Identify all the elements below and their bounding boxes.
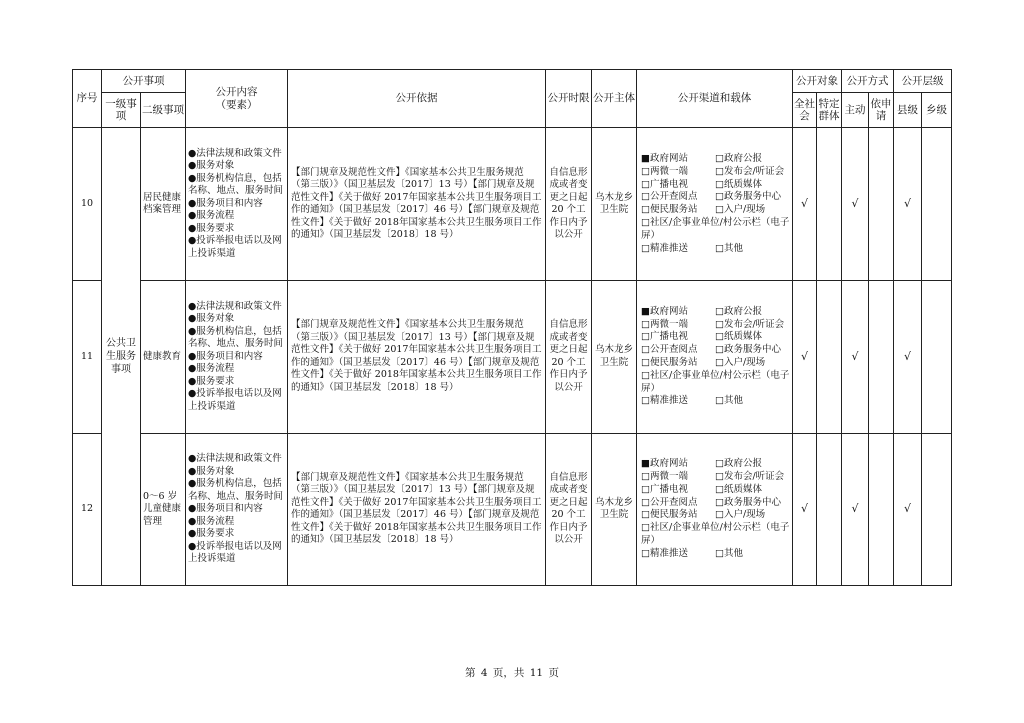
header-object-group: 公开对象 bbox=[793, 70, 842, 93]
content-item: ●服务要求 bbox=[188, 222, 235, 234]
channel-item: □公开查阅点 bbox=[641, 344, 698, 356]
header-obj-specific: 特定群体 bbox=[817, 93, 842, 128]
channel-item: □纸质媒体 bbox=[715, 331, 762, 343]
channel-item: □其他 bbox=[715, 547, 743, 559]
row-time: 自信息形成或者变更之日起 20 个工作日内予以公开 bbox=[546, 281, 592, 433]
channel-item: □入户/现场 bbox=[715, 356, 766, 368]
row-obj-all: √ bbox=[793, 281, 817, 433]
row-obj-all: √ bbox=[793, 128, 817, 281]
channel-item: □便民服务站 bbox=[641, 204, 698, 216]
content-item: ●服务机构信息，包括名称、地点、服务时间 bbox=[188, 172, 284, 197]
row-level2: 健康教育 bbox=[141, 281, 186, 433]
row-method-active: √ bbox=[842, 128, 869, 281]
row-basis: 【部门规章及规范性文件】《国家基本公共卫生服务规范（第三版）》（国卫基层发〔2017〕13 号）【部门规章及规范性文件】《关于做好 2017年国家基本公共卫生服务项目工作的通知》（国卫基层发〔2017〕46 号）【部门规章及规范性文件】《关于做好 2018年国家基本公共卫生服务项目工作的通知》（国卫基层发〔2018〕18 号） bbox=[288, 433, 546, 585]
row-level2: 0～6 岁儿童健康管理 bbox=[141, 433, 186, 585]
header-channel: 公开渠道和载体 bbox=[637, 70, 793, 128]
row-content bbox=[186, 433, 288, 585]
row-basis: 【部门规章及规范性文件】《国家基本公共卫生服务规范（第三版）》（国卫基层发〔2017〕13 号）【部门规章及规范性文件】《关于做好 2017年国家基本公共卫生服务项目工作的通知》（国卫基层发〔2017〕46 号）【部门规章及规范性文件】《关于做好 2018年国家基本公共卫生服务项目工作的通知》（国卫基层发〔2018〕18 号） bbox=[288, 128, 546, 281]
content-item: ●服务项目和内容 bbox=[188, 350, 263, 362]
content-item: ●服务流程 bbox=[188, 210, 235, 222]
content-item: ●投诉举报电话以及网上投诉渠道 bbox=[188, 235, 282, 259]
content-item: ●投诉举报电话以及网上投诉渠道 bbox=[188, 388, 282, 412]
row-subject: 乌木龙乡卫生院 bbox=[592, 433, 637, 585]
channel-item: □政务服务中心 bbox=[715, 496, 781, 508]
page-footer bbox=[0, 665, 1024, 680]
footer-total-pages: 11 bbox=[529, 667, 544, 679]
channel-list bbox=[637, 306, 792, 408]
channel-item: □政府公报 bbox=[715, 305, 762, 317]
channel-item: □两微一端 bbox=[641, 470, 688, 482]
channel-item: □广播电视 bbox=[641, 178, 688, 190]
row-level-county: √ bbox=[894, 433, 922, 585]
row-content bbox=[186, 128, 288, 281]
channel-item: □政府公报 bbox=[715, 152, 762, 164]
row-channels bbox=[637, 128, 793, 281]
row-seq: 11 bbox=[73, 281, 102, 433]
channel-item: ■政府网站 bbox=[641, 458, 688, 470]
content-item: ●法律法规和政策文件 bbox=[188, 147, 282, 159]
channel-item: □两微一端 bbox=[641, 318, 688, 330]
row-time: 自信息形成或者变更之日起 20 个工作日内予以公开 bbox=[546, 433, 592, 585]
row-method-apply bbox=[869, 128, 894, 281]
content-item: ●服务流程 bbox=[188, 363, 235, 375]
row-method-active: √ bbox=[842, 281, 869, 433]
row-level2: 居民健康档案管理 bbox=[141, 128, 186, 281]
row-subject: 乌木龙乡卫生院 bbox=[592, 128, 637, 281]
row-method-active: √ bbox=[842, 433, 869, 585]
content-item: ●法律法规和政策文件 bbox=[188, 453, 282, 465]
channel-item: □发布会/听证会 bbox=[715, 165, 785, 177]
table-row bbox=[73, 281, 952, 433]
header-content-line1: 公开内容 bbox=[215, 86, 258, 98]
content-item: ●法律法规和政策文件 bbox=[188, 300, 282, 312]
channel-list bbox=[637, 458, 792, 560]
header-time: 公开时限 bbox=[546, 70, 592, 128]
header-level-county: 县级 bbox=[894, 93, 922, 128]
header-obj-all: 全社会 bbox=[793, 93, 817, 128]
header-content-line2: （要素） bbox=[215, 98, 258, 111]
channel-item: □社区/企事业单位/村公示栏（电子屏） bbox=[641, 369, 790, 394]
channel-item: □公开查阅点 bbox=[641, 191, 698, 203]
row-content bbox=[186, 281, 288, 433]
row-obj-all: √ bbox=[793, 433, 817, 585]
header-content bbox=[186, 70, 288, 128]
channel-item: □便民服务站 bbox=[641, 356, 698, 368]
header-seq: 序号 bbox=[73, 70, 102, 128]
content-item: ●服务要求 bbox=[188, 528, 235, 540]
header-level2: 二级事项 bbox=[141, 93, 186, 128]
channel-list bbox=[637, 153, 792, 255]
table-row bbox=[73, 128, 952, 281]
header-items-group: 公开事项 bbox=[102, 70, 186, 93]
channel-item: □发布会/听证会 bbox=[715, 470, 785, 482]
row-subject: 乌木龙乡卫生院 bbox=[592, 281, 637, 433]
channel-item: ■政府网站 bbox=[641, 152, 688, 164]
channel-item: □精准推送 bbox=[641, 395, 688, 407]
content-item: ●服务流程 bbox=[188, 515, 235, 527]
row-basis: 【部门规章及规范性文件】《国家基本公共卫生服务规范（第三版）》（国卫基层发〔2017〕13 号）【部门规章及规范性文件】《关于做好 2017年国家基本公共卫生服务项目工作的通知》（国卫基层发〔2017〕46 号）【部门规章及规范性文件】《关于做好 2018年国家基本公共卫生服务项目工作的通知》（国卫基层发〔2018〕18 号） bbox=[288, 281, 546, 433]
footer-suffix: 页 bbox=[548, 667, 559, 679]
disclosure-table bbox=[72, 69, 952, 586]
row-level-town bbox=[922, 433, 952, 585]
content-item: ●服务机构信息，包括名称、地点、服务时间 bbox=[188, 478, 284, 502]
header-method-active: 主动 bbox=[842, 93, 869, 128]
channel-item: □精准推送 bbox=[641, 547, 688, 559]
channel-item: □入户/现场 bbox=[715, 509, 766, 521]
level1-item: 公共卫生服务事项 bbox=[102, 128, 141, 586]
header-level-town: 乡级 bbox=[922, 93, 952, 128]
channel-item: □政务服务中心 bbox=[715, 344, 781, 356]
row-obj-specific bbox=[817, 128, 842, 281]
channel-item: □两微一端 bbox=[641, 165, 688, 177]
footer-page-number: 4 bbox=[480, 667, 488, 679]
row-method-apply bbox=[869, 433, 894, 585]
channel-item: □其他 bbox=[715, 242, 743, 254]
header-level-group: 公开层级 bbox=[894, 70, 952, 93]
header-subject: 公开主体 bbox=[592, 70, 637, 128]
channel-item: □广播电视 bbox=[641, 331, 688, 343]
table-row bbox=[73, 433, 952, 585]
row-level-town bbox=[922, 128, 952, 281]
content-item: ●服务要求 bbox=[188, 375, 235, 387]
row-seq: 10 bbox=[73, 128, 102, 281]
footer-prefix: 第 bbox=[465, 667, 476, 679]
content-item: ●服务项目和内容 bbox=[188, 197, 263, 209]
row-seq: 12 bbox=[73, 433, 102, 585]
channel-item: □便民服务站 bbox=[641, 509, 698, 521]
channel-item: □社区/企事业单位/村公示栏（电子屏） bbox=[641, 522, 790, 546]
channel-item: □政府公报 bbox=[715, 458, 762, 470]
row-level-town bbox=[922, 281, 952, 433]
content-item: ●服务机构信息，包括名称、地点、服务时间 bbox=[188, 325, 284, 350]
row-level-county: √ bbox=[894, 281, 922, 433]
content-item: ●服务对象 bbox=[188, 160, 235, 172]
header-method-apply: 依申请 bbox=[869, 93, 894, 128]
header-method-group: 公开方式 bbox=[842, 70, 894, 93]
row-time: 自信息形成或者变更之日起 20 个工作日内予以公开 bbox=[546, 128, 592, 281]
channel-item: □政务服务中心 bbox=[715, 191, 781, 203]
channel-item: □其他 bbox=[715, 395, 743, 407]
row-method-apply bbox=[869, 281, 894, 433]
channel-item: □发布会/听证会 bbox=[715, 318, 785, 330]
footer-mid: 页，共 bbox=[492, 667, 525, 679]
channel-item: ■政府网站 bbox=[641, 305, 688, 317]
row-obj-specific bbox=[817, 433, 842, 585]
header-basis: 公开依据 bbox=[288, 70, 546, 128]
row-level-county: √ bbox=[894, 128, 922, 281]
row-channels bbox=[637, 433, 793, 585]
content-item: ●投诉举报电话以及网上投诉渠道 bbox=[188, 540, 282, 565]
row-obj-specific bbox=[817, 281, 842, 433]
channel-item: □纸质媒体 bbox=[715, 178, 762, 190]
channel-item: □社区/企事业单位/村公示栏（电子屏） bbox=[641, 216, 790, 241]
content-item: ●服务项目和内容 bbox=[188, 503, 263, 515]
content-item: ●服务对象 bbox=[188, 313, 235, 325]
channel-item: □广播电视 bbox=[641, 483, 688, 495]
row-channels bbox=[637, 281, 793, 433]
channel-item: □精准推送 bbox=[641, 242, 688, 254]
channel-item: □纸质媒体 bbox=[715, 483, 762, 495]
channel-item: □公开查阅点 bbox=[641, 496, 698, 508]
content-item: ●服务对象 bbox=[188, 465, 235, 477]
header-level1: 一级事项 bbox=[102, 93, 141, 128]
channel-item: □入户/现场 bbox=[715, 204, 766, 216]
